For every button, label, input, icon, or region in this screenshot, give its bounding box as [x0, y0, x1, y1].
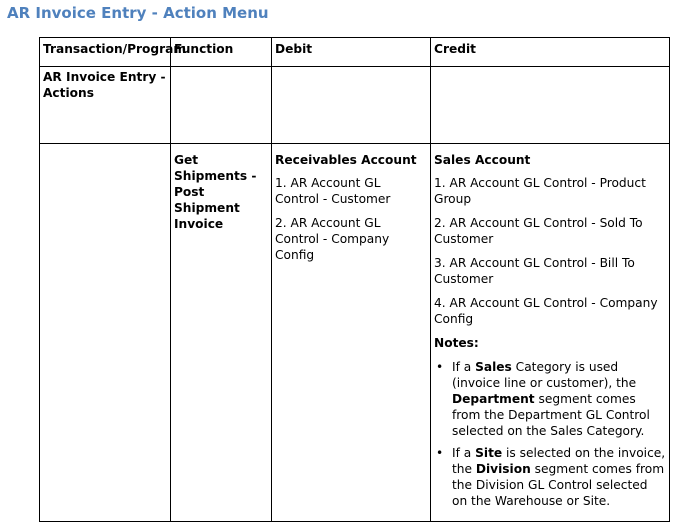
cell-empty [40, 144, 171, 522]
note-text: is selected on the invoice, the [452, 446, 666, 476]
bullet-icon: • [436, 446, 444, 460]
cell-transaction [40, 67, 171, 144]
table-header-row [40, 38, 670, 67]
bullet-icon: • [436, 360, 444, 374]
note-text: segment comes from the Department GL Control selected on the Sales Category. [452, 392, 650, 438]
page-title: AR Invoice Entry - Action Menu [7, 4, 269, 22]
cell-function [171, 144, 272, 522]
gl-mapping-table [39, 37, 670, 522]
cell-empty [272, 67, 431, 144]
note-text: If a [452, 360, 476, 374]
debit-item: 2. AR Account GL Control - Company Config [275, 216, 390, 262]
header-debit: Debit [272, 38, 431, 67]
note-text: Category is used (invoice line or customer), the [452, 360, 637, 390]
cell-credit [431, 144, 670, 522]
credit-item: 2. AR Account GL Control - Sold To Customer [434, 216, 643, 246]
list-item [436, 445, 666, 509]
header-function: Function [171, 38, 272, 67]
note-bold-term: Site [475, 446, 503, 460]
note-bold-term: Division [475, 462, 531, 476]
note-bold-term: Sales [475, 360, 512, 374]
transaction-label: AR Invoice Entry - Actions [43, 70, 166, 100]
debit-item: 1. AR Account GL Control - Customer [275, 176, 391, 206]
credit-heading: Sales Account [434, 153, 531, 167]
notes-title: Notes: [434, 336, 479, 350]
credit-item: 3. AR Account GL Control - Bill To Customer [434, 256, 635, 286]
cell-debit [272, 144, 431, 522]
notes-list [434, 359, 666, 509]
cell-empty [171, 67, 272, 144]
debit-heading: Receivables Account [275, 153, 417, 167]
header-credit: Credit [431, 38, 670, 67]
credit-item: 1. AR Account GL Control - Product Group [434, 176, 646, 206]
note-text: segment comes from the Division GL Control selected on the Warehouse or Site. [452, 462, 665, 508]
table-row [40, 67, 670, 144]
note-bold-term: Department [452, 392, 535, 406]
function-label: Get Shipments - Post Shipment Invoice [174, 153, 257, 231]
credit-item: 4. AR Account GL Control - Company Config [434, 296, 658, 326]
list-item [436, 359, 666, 439]
table-row [40, 144, 670, 522]
header-transaction-program: Transaction/Program [40, 38, 171, 67]
cell-empty [431, 67, 670, 144]
note-text: If a [452, 446, 476, 460]
